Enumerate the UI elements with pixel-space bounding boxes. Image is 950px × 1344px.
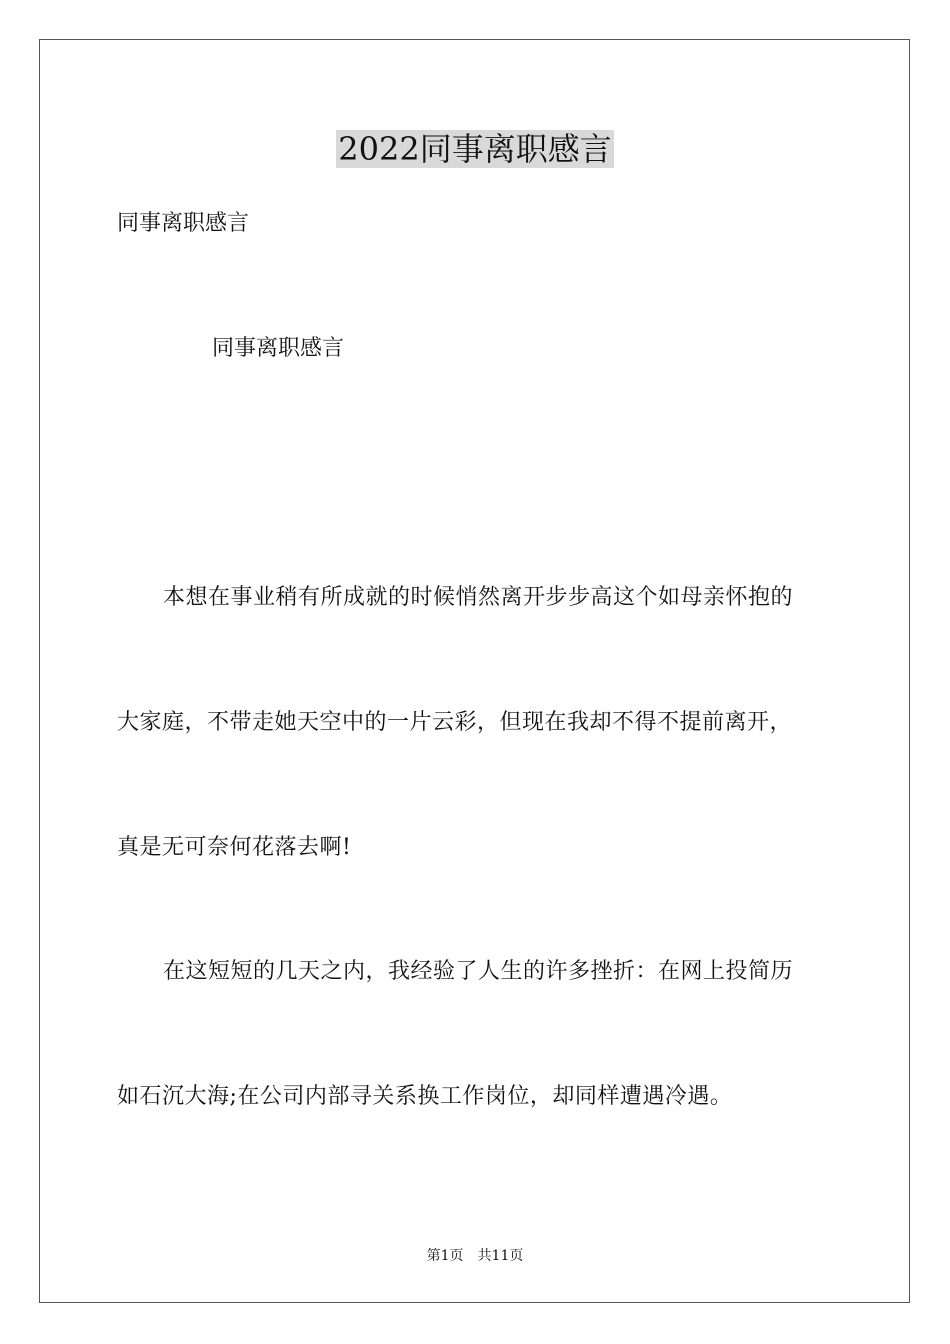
document-subtitle: 同事离职感言 <box>117 211 250 236</box>
document-title-text: 2022同事离职感言 <box>338 130 612 168</box>
document-title <box>0 128 950 170</box>
document-subtitle-indented: 同事离职感言 <box>212 336 345 361</box>
paragraph-line-4: 在这短短的几天之内，我经验了人生的许多挫折：在网上投简历 <box>163 959 794 984</box>
paragraph-line-5: 如石沉大海;在公司内部寻关系换工作岗位，却同样遭遇冷遇。 <box>117 1084 733 1109</box>
paragraph-line-3: 真是无可奈何花落去啊! <box>117 835 352 860</box>
paragraph-line-2: 大家庭，不带走她天空中的一片云彩，但现在我却不得不提前离开， <box>117 710 793 735</box>
paragraph-line-1: 本想在事业稍有所成就的时候悄然离开步步高这个如母亲怀抱的 <box>163 585 794 610</box>
page-footer: 第1页 共11页 <box>426 1248 524 1264</box>
